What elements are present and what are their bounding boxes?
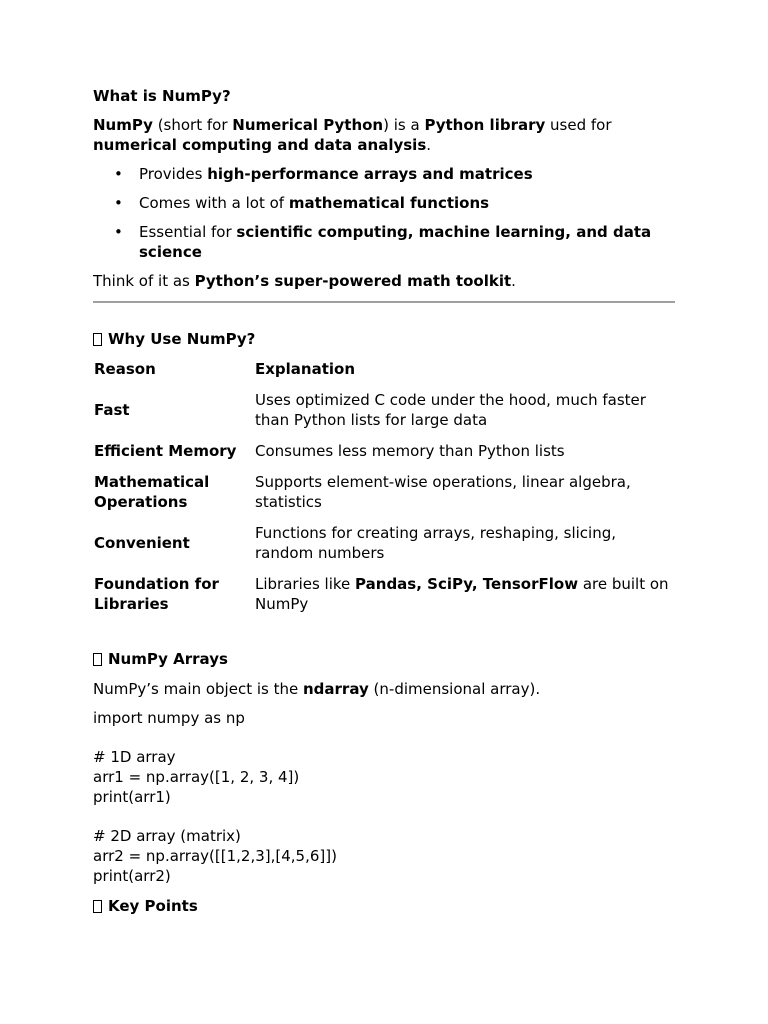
explanation-cell: Libraries like Pandas, SciPy, TensorFlow are built on NumPy bbox=[255, 575, 669, 613]
code-line: arr1 = np.array([1, 2, 3, 4]) bbox=[93, 768, 300, 786]
table-row bbox=[93, 574, 675, 625]
column-header-explanation: Explanation bbox=[255, 360, 356, 378]
list-item: • Provides high-performance arrays and matrices bbox=[114, 165, 533, 183]
code-line: # 2D array (matrix) bbox=[93, 827, 241, 845]
page-title: What is NumPy? bbox=[93, 87, 231, 105]
table-header-row bbox=[93, 359, 675, 390]
missing-glyph-icon bbox=[93, 333, 102, 346]
summary-paragraph: Think of it as Python’s super-powered math toolkit. bbox=[93, 272, 516, 290]
arrays-section-heading: NumPy Arrays bbox=[93, 649, 675, 669]
reason-cell: Foundation for Libraries bbox=[94, 575, 219, 613]
bullet-icon: • bbox=[114, 223, 123, 241]
horizontal-divider bbox=[93, 301, 675, 303]
table-row bbox=[93, 523, 675, 574]
code-line: print(arr2) bbox=[93, 867, 171, 885]
column-header-reason: Reason bbox=[94, 360, 156, 378]
table-row bbox=[93, 390, 675, 441]
bullet-icon: • bbox=[114, 165, 123, 183]
table-row bbox=[93, 472, 675, 523]
reason-cell: Mathematical Operations bbox=[94, 473, 210, 511]
bullet-icon: • bbox=[114, 194, 123, 212]
explanation-cell: Functions for creating arrays, reshaping, slicing, random numbers bbox=[255, 524, 617, 562]
feature-list bbox=[93, 164, 675, 262]
ndarray-paragraph: NumPy’s main object is the ndarray (n-dimensional array). bbox=[93, 680, 541, 698]
code-line: print(arr1) bbox=[93, 788, 171, 806]
document-page bbox=[93, 86, 675, 916]
reason-cell: Fast bbox=[94, 401, 130, 419]
code-line: # 1D array bbox=[93, 748, 176, 766]
list-item: • Comes with a lot of mathematical functions bbox=[114, 194, 490, 212]
code-line-blank bbox=[93, 807, 675, 826]
intro-paragraph: NumPy (short for Numerical Python) is a Python library used for numerical computing and data analysis. bbox=[93, 116, 612, 154]
code-line-blank bbox=[93, 728, 675, 747]
missing-glyph-icon bbox=[93, 653, 102, 666]
key-points-heading: Key Points bbox=[93, 896, 675, 916]
why-section-heading: Why Use NumPy? bbox=[93, 329, 675, 349]
code-line: import numpy as np bbox=[93, 709, 245, 727]
table-row bbox=[93, 441, 675, 472]
reason-cell: Convenient bbox=[94, 534, 190, 552]
list-item: • Essential for scientific computing, machine learning, and data science bbox=[114, 223, 652, 261]
reasons-table bbox=[93, 359, 675, 625]
reason-cell: Efficient Memory bbox=[94, 442, 237, 460]
missing-glyph-icon bbox=[93, 900, 102, 913]
explanation-cell: Uses optimized C code under the hood, much faster than Python lists for large data bbox=[255, 391, 646, 429]
code-block bbox=[93, 708, 675, 886]
explanation-cell: Supports element-wise operations, linear algebra, statistics bbox=[255, 473, 631, 511]
code-line: arr2 = np.array([[1,2,3],[4,5,6]]) bbox=[93, 847, 337, 865]
explanation-cell: Consumes less memory than Python lists bbox=[255, 442, 565, 460]
